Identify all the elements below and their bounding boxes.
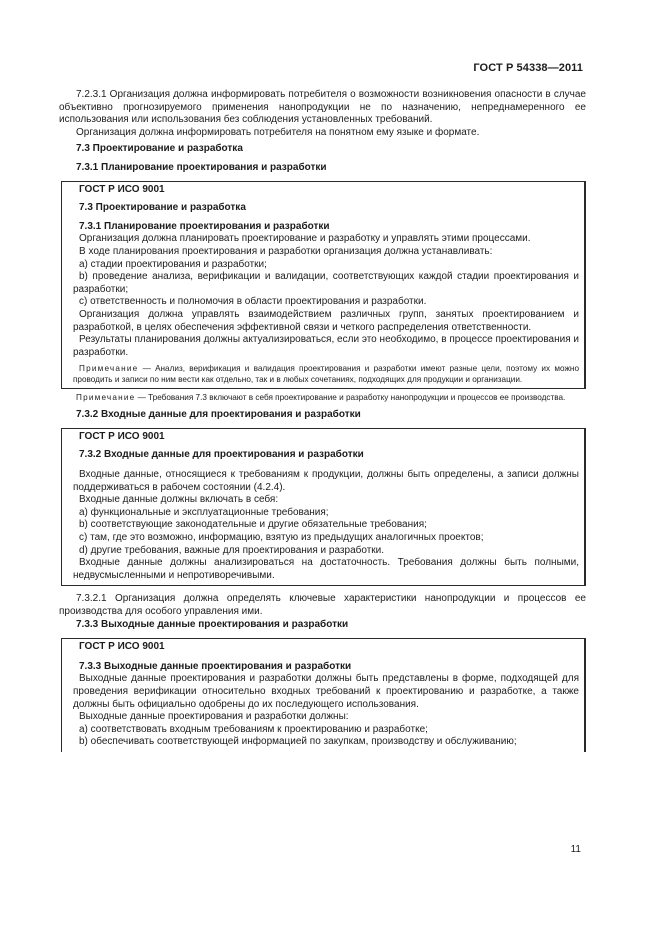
box-paragraph: Входные данные должны включать в себя: [79,494,279,506]
box-heading-7-3-1: 7.3.1 Планирование проектирования и разработки [79,220,330,232]
list-item-c: c) ответственность и полномочия в области проектирования и разработки. [79,296,427,308]
box-heading-7-3: 7.3 Проектирование и разработка [79,202,246,214]
quote-box-iso-9001-7-3-2 [61,428,586,587]
box-paragraph: Организация должна управлять взаимодействием различных групп, занятых проектированием и разработкой, в целях обеспечения эффективной связи и четкого распределения ответственности. [73,308,579,333]
box-note [73,363,579,385]
heading-7-3-2: 7.3.2 Входные данные для проектирования и разработки [76,409,361,421]
box-title: ГОСТ Р ИСО 9001 [79,430,165,442]
clause-7-2-3-1: 7.2.3.1 Организация должна информировать потребителя о возможности возникновения опасности в случае объективно прогнозируемого применения нанопродукции не по назначению, непреднамеренного ее использования или использования без соблюдения установленных требований. [59,89,586,126]
note-text: — Анализ, верификация и валидация проектирования и разработки имеют разные цели, поэтому их можно проводить и записи по ним вести как отдельно, так и в любых сочетаниях, подходящих для продукции и организации. [73,364,579,385]
box-heading-7-3-2: 7.3.2 Входные данные для проектирования и разработки [79,449,364,461]
box-paragraph: Выходные данные проектирования и разработки должны быть представлены в форме, подходящей для проведения верификации относительно входных требований к проектированию и разработке, а также должны быть официально одобрены до их последующего использования. [73,673,579,710]
heading-7-3: 7.3 Проектирование и разработка [76,143,243,155]
list-item-b: b) обеспечивать соответствующей информацией по закупкам, производству и обслуживанию; [79,736,517,748]
document-header: ГОСТ Р 54338—2011 [473,62,583,74]
box-paragraph: Организация должна планировать проектирование и разработку и управлять этими процессами. [79,233,531,245]
quote-box-iso-9001-7-3-3 [61,638,586,752]
paragraph-inform: Организация должна информировать потребителя на понятном ему языке и формате. [76,126,480,138]
box-heading-7-3-3: 7.3.3 Выходные данные проектирования и разработки [79,660,352,672]
note-7-3 [59,392,586,403]
list-item-c: c) там, где это возможно, информацию, взятую из предыдущих аналогичных проектов; [79,532,484,544]
list-item-a: a) соответствовать входным требованиям к проектированию и разработке; [79,723,428,735]
box-paragraph: Входные данные должны анализироваться на достаточность. Требования должны быть полными, недвусмысленными и непротиворечивыми. [73,557,579,581]
box-title: ГОСТ Р ИСО 9001 [79,641,165,653]
list-item-d: d) другие требования, важные для проектирования и разработки. [79,544,385,556]
note-text: — Требования 7.3 включают в себя проектирование и разработку нанопродукции и процессов ее производства. [135,393,566,403]
box-paragraph: Результаты планирования должны актуализироваться, если это необходимо, в процессе проектирования и разработки. [73,334,579,358]
box-paragraph: Входные данные, относящиеся к требованиям к продукции, должны быть определены, а записи должны поддерживаться в рабочем состоянии (4.2.4). [73,469,579,493]
page-number: 11 [570,844,581,855]
heading-7-3-3: 7.3.3 Выходные данные проектирования и разработки [76,618,349,630]
page-content [59,89,586,752]
box-paragraph: В ходе планирования проектирования и разработки организация должна устанавливать: [79,245,493,257]
box-title: ГОСТ Р ИСО 9001 [79,183,165,195]
list-item-a: a) функциональные и эксплуатационные требования; [79,506,329,518]
heading-7-3-1: 7.3.1 Планирование проектирования и разработки [76,161,327,173]
note-label: Примечание [79,364,139,374]
list-item-b: b) проведение анализа, верификации и валидации, соответствующих каждой стадии проектирования и разработки; [73,271,579,295]
list-item-a: a) стадии проектирования и разработки; [79,258,267,270]
clause-7-3-2-1: 7.3.2.1 Организация должна определять ключевые характеристики нанопродукции и процессов ее производства для особого управления ими. [59,593,586,617]
list-item-b: b) соответствующие законодательные и другие обязательные требования; [79,519,427,531]
quote-box-iso-9001-7-3-1 [61,181,586,390]
note-label: Примечание [76,393,136,403]
box-paragraph: Выходные данные проектирования и разработки должны: [79,711,349,723]
